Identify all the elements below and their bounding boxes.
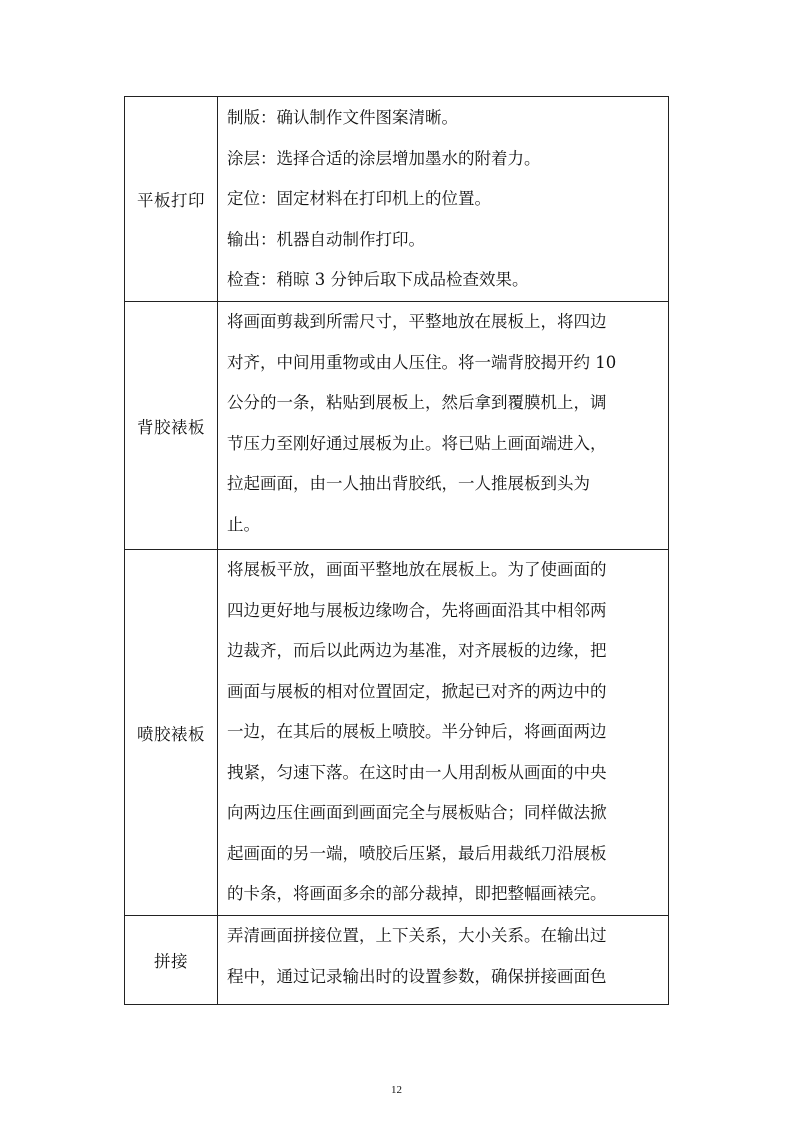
text-line: 定位：固定材料在打印机上的位置。 — [227, 189, 491, 208]
row-label: 背胶裱板 — [125, 302, 218, 550]
text-line: 四边更好地与展板边缘吻合，先将画面沿其中相邻两 — [227, 600, 607, 620]
text-line: 拽紧，匀速下落。在这时由一人用刮板从画面的中央 — [227, 762, 607, 782]
text-line: 程中，通过记录输出时的设置参数，确保拼接画面色 — [227, 966, 607, 986]
text-line: 拉起画面，由一人抽出背胶纸，一人推展板到头为 — [227, 474, 590, 493]
text-line: 对齐，中间用重物或由人压住。将一端背胶揭开约 10 — [227, 352, 617, 372]
process-table — [124, 96, 669, 1005]
row-content — [218, 302, 669, 550]
table-row — [125, 550, 669, 916]
text-line: 输出：机器自动制作打印。 — [227, 229, 425, 249]
text-line: 起画面的另一端，喷胶后压紧，最后用裁纸刀沿展板 — [227, 843, 607, 863]
text-line: 向两边压住画面到画面完全与展板贴合；同样做法掀 — [227, 803, 607, 822]
text-line: 弄清画面拼接位置，上下关系，大小关系。在输出过 — [227, 926, 607, 945]
text-line: 将展板平放，画面平整地放在展板上。为了使画面的 — [227, 560, 607, 579]
text-line: 公分的一条，粘贴到展板上，然后拿到覆膜机上，调 — [227, 393, 607, 412]
text-line: 一边，在其后的展板上喷胶。半分钟后，将画面两边 — [227, 722, 607, 741]
row-label: 平板打印 — [125, 97, 218, 302]
page-number: 12 — [391, 1084, 402, 1096]
text-line: 将画面剪裁到所需尺寸，平整地放在展板上，将四边 — [227, 312, 607, 331]
text-line: 检查：稍晾 3 分钟后取下成品检查效果。 — [227, 270, 529, 289]
text-line: 止。 — [227, 514, 260, 534]
row-content — [218, 916, 669, 1005]
table-row — [125, 916, 669, 1005]
text-line: 节压力至刚好通过展板为止。将已贴上画面端进入， — [227, 433, 607, 453]
table-row — [125, 302, 669, 550]
text-line: 边裁齐，而后以此两边为基准，对齐展板的边缘，把 — [227, 641, 607, 660]
row-content — [218, 550, 669, 916]
row-label: 拼接 — [125, 916, 218, 1005]
row-label: 喷胶裱板 — [125, 550, 218, 916]
text-line: 的卡条，将画面多余的部分裁掉，即把整幅画裱完。 — [227, 884, 607, 903]
text-line: 涂层：选择合适的涂层增加墨水的附着力。 — [227, 148, 541, 168]
row-content — [218, 97, 669, 302]
text-line: 制版：确认制作文件图案清晰。 — [227, 108, 458, 127]
table-row — [125, 97, 669, 302]
text-line: 画面与展板的相对位置固定，掀起已对齐的两边中的 — [227, 681, 607, 701]
